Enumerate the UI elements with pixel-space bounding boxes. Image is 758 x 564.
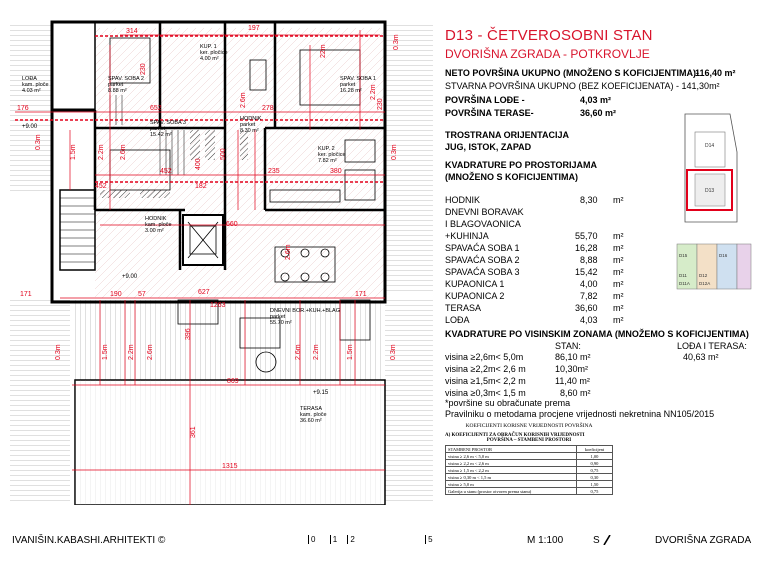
- svg-text:+9.00: +9.00: [22, 124, 38, 130]
- svg-text:1.5m: 1.5m: [347, 344, 354, 360]
- svg-text:kam. ploče: kam. ploče: [22, 82, 49, 88]
- svg-text:1.5m: 1.5m: [102, 344, 109, 360]
- table-row: visina ≥ 5,0 m 1,50: [446, 481, 613, 488]
- svg-text:2.6m: 2.6m: [147, 344, 154, 360]
- svg-text:452: 452: [160, 168, 172, 175]
- svg-text:500: 500: [220, 148, 227, 160]
- building-keymap: [675, 112, 753, 297]
- svg-text:2.2m: 2.2m: [128, 344, 135, 360]
- coefficient-table: [445, 423, 613, 495]
- svg-text:+9.00: +9.00: [122, 274, 138, 280]
- svg-text:660: 660: [226, 221, 238, 228]
- svg-text:ker. pločice: ker. pločice: [200, 50, 228, 56]
- svg-text:KUP. 1: KUP. 1: [200, 44, 217, 50]
- keymap-label-d13: D13: [705, 188, 715, 194]
- keymap-label-d11: D11: [679, 273, 687, 278]
- svg-text:2.2m: 2.2m: [98, 144, 105, 160]
- apartment-subtitle: DVORIŠNA ZGRADA - POTKROVLJE: [445, 47, 650, 61]
- svg-text:190: 190: [110, 291, 122, 298]
- orientation-line-1: TROSTRANA ORIJENTACIJA: [445, 130, 570, 140]
- svg-text:36.60 m²: 36.60 m²: [300, 418, 322, 424]
- terasa-label: POVRŠINA TERASE-: [445, 108, 534, 118]
- note-line-2: Pravilniku o metodama procjene vrijednosti nekretnina NN105/2015: [445, 409, 715, 419]
- keymap-label-d16: D16: [719, 253, 728, 258]
- table-row: STAMBENI PROSTOR koeficijent: [446, 446, 613, 453]
- table-row: visina ≥ 2,2 m < 2,6 m 0,90: [446, 460, 613, 467]
- svg-text:2.6m: 2.6m: [120, 144, 127, 160]
- svg-text:2.6m: 2.6m: [285, 244, 292, 260]
- svg-text:230: 230: [377, 98, 384, 110]
- building-label: DVORIŠNA ZGRADA: [655, 535, 752, 546]
- coef-sub-1: A) KOEFICIJENTI ZA OBRAČUN KORISNIH VRIJEDNOSTI: [445, 433, 585, 438]
- svg-text:57: 57: [138, 291, 146, 298]
- roof-east-lower: [385, 300, 433, 505]
- svg-text:361: 361: [190, 426, 197, 438]
- apartment-title: D13 - ČETVEROSOBNI STAN: [445, 27, 653, 44]
- table-row: Galerija u stanu (prostor otvoren prema stanu) 0,75: [446, 488, 613, 495]
- svg-text:1263: 1263: [210, 302, 226, 309]
- firm-name: IVANIŠIN.KABASHI.ARHITEKTI ©: [12, 535, 166, 546]
- svg-text:869: 869: [227, 378, 239, 385]
- svg-text:3.00 m²: 3.00 m²: [145, 228, 164, 234]
- svg-text:380: 380: [330, 168, 342, 175]
- svg-text:kam. ploče: kam. ploče: [145, 222, 172, 228]
- north-arrow-icon: [602, 535, 612, 545]
- table-row: visina ≥ 1,5 m < 2,2 m 0,75: [446, 467, 613, 474]
- svg-text:171: 171: [20, 291, 32, 298]
- neto-label: NETO POVRŠINA UKUPNO (MNOŽENO S KOFICIJENTIMA)-: [445, 68, 700, 78]
- svg-text:55.70 m²: 55.70 m²: [270, 320, 292, 326]
- zones-lodja-value: 40,63 m²: [683, 352, 719, 362]
- svg-text:2.2m: 2.2m: [370, 84, 377, 100]
- svg-text:KUP. 2: KUP. 2: [318, 146, 335, 152]
- table-row: visina ≥ 2,6 m < 5,0 m 1,00: [446, 453, 613, 460]
- svg-text:parket: parket: [270, 314, 286, 320]
- svg-text:7.82 m²: 7.82 m²: [318, 158, 337, 164]
- svg-text:0.3m: 0.3m: [390, 344, 397, 360]
- svg-text:TERASA: TERASA: [300, 406, 323, 412]
- svg-text:SPAV. SOBA 1: SPAV. SOBA 1: [340, 76, 376, 82]
- roof-west-lower: [10, 300, 70, 505]
- svg-text:15.42 m²: 15.42 m²: [150, 132, 172, 138]
- neto-value: 116,40 m²: [695, 68, 736, 78]
- coef-grid: [445, 445, 613, 495]
- svg-text:SPAV. SOBA 2: SPAV. SOBA 2: [108, 76, 144, 82]
- svg-text:2.6m: 2.6m: [240, 92, 247, 108]
- svg-text:400: 400: [195, 158, 202, 170]
- scale-bar: 0 1 2 5: [308, 535, 433, 544]
- svg-text:4.00 m²: 4.00 m²: [200, 56, 219, 62]
- svg-text:HODNIK: HODNIK: [240, 116, 262, 122]
- svg-text:8.30 m²: 8.30 m²: [240, 128, 259, 134]
- svg-text:16.28 m²: 16.28 m²: [340, 88, 362, 94]
- svg-text:171: 171: [355, 291, 367, 298]
- svg-text:1315: 1315: [222, 463, 238, 470]
- svg-text:LOĐA: LOĐA: [22, 76, 37, 82]
- svg-text:278: 278: [262, 105, 274, 112]
- svg-text:SPAV. SOBA 3: SPAV. SOBA 3: [150, 120, 186, 126]
- coef-title: KOEFICIJENTI KORISNE VRIJEDNOSTI POVRŠINA: [465, 423, 593, 429]
- zones-heading: KVADRATURE PO VISINSKIM ZONAMA (MNOŽEMO S KOFICIJENTIMA): [445, 329, 749, 339]
- svg-text:4.03 m²: 4.03 m²: [22, 88, 41, 94]
- table-row: visina ≥ 0,30 m < 1,5 m 0,30: [446, 474, 613, 481]
- svg-text:parket: parket: [150, 126, 166, 132]
- svg-text:kam. ploče: kam. ploče: [300, 412, 327, 418]
- terasa-value: 36,60 m²: [580, 108, 617, 118]
- svg-text:0.3m: 0.3m: [393, 34, 400, 50]
- scale-label: M 1:100: [527, 535, 564, 546]
- svg-text:452: 452: [95, 183, 107, 190]
- svg-text:396: 396: [185, 328, 192, 340]
- svg-text:627: 627: [198, 289, 210, 296]
- note-line-1: *površine su obračunate prema: [445, 398, 571, 408]
- svg-text:parket: parket: [340, 82, 356, 88]
- svg-text:652: 652: [150, 105, 162, 112]
- keymap-label-d11a: D11A: [679, 281, 690, 286]
- keymap-label-d12a: D12A: [699, 281, 711, 286]
- svg-text:HODNIK: HODNIK: [145, 216, 167, 222]
- svg-text:parket: parket: [108, 82, 124, 88]
- zones-lodja-label: LOĐA I TERASA:: [677, 341, 747, 351]
- svg-text:0.3m: 0.3m: [391, 144, 398, 160]
- loggia-wall: [52, 22, 95, 110]
- keymap-label-d14: D14: [705, 143, 715, 149]
- north-label: S: [593, 535, 612, 546]
- lodza-value: 4,03 m²: [580, 95, 612, 105]
- coef-sub-2: POVRŠINA – STAMBENI PROSTORI: [486, 438, 572, 443]
- svg-text:0.3m: 0.3m: [55, 344, 62, 360]
- svg-text:230: 230: [140, 63, 147, 75]
- svg-text:314: 314: [126, 28, 138, 35]
- lodza-label: POVRŠINA LOĐE -: [445, 95, 525, 105]
- svg-text:197: 197: [248, 25, 260, 32]
- svg-text:235: 235: [268, 168, 280, 175]
- stvarna-povrsina: STVARNA POVRŠINA UKUPNO (BEZ KOEFICIJENATA) - 141,30m²: [445, 81, 720, 91]
- svg-text:1.5m: 1.5m: [70, 144, 77, 160]
- svg-text:0.3m: 0.3m: [35, 134, 42, 150]
- svg-text:2.6m: 2.6m: [295, 344, 302, 360]
- keymap-label-d12: D12: [699, 273, 708, 278]
- svg-text:DNEVNI BOR.+KUH.+BLAG: DNEVNI BOR.+KUH.+BLAG: [270, 308, 340, 314]
- svg-text:ker. pločice: ker. pločice: [318, 152, 346, 158]
- svg-text:176: 176: [17, 105, 29, 112]
- svg-text:parket: parket: [240, 122, 256, 128]
- zones-stan-label: STAN:: [555, 341, 581, 351]
- rooms-heading-1: KVADRATURE PO PROSTORIJAMA: [445, 160, 598, 170]
- svg-text:8.88 m²: 8.88 m²: [108, 88, 127, 94]
- svg-text:182: 182: [195, 183, 207, 190]
- svg-text:+9.15: +9.15: [313, 390, 329, 396]
- keymap-label-d15: D15: [679, 253, 688, 258]
- svg-text:22m: 22m: [320, 44, 327, 58]
- orientation-line-2: JUG, ISTOK, ZAPAD: [445, 142, 532, 152]
- rooms-heading-2: (MNOŽENO S KOFICIJENTIMA): [445, 172, 578, 182]
- svg-text:2.2m: 2.2m: [313, 344, 320, 360]
